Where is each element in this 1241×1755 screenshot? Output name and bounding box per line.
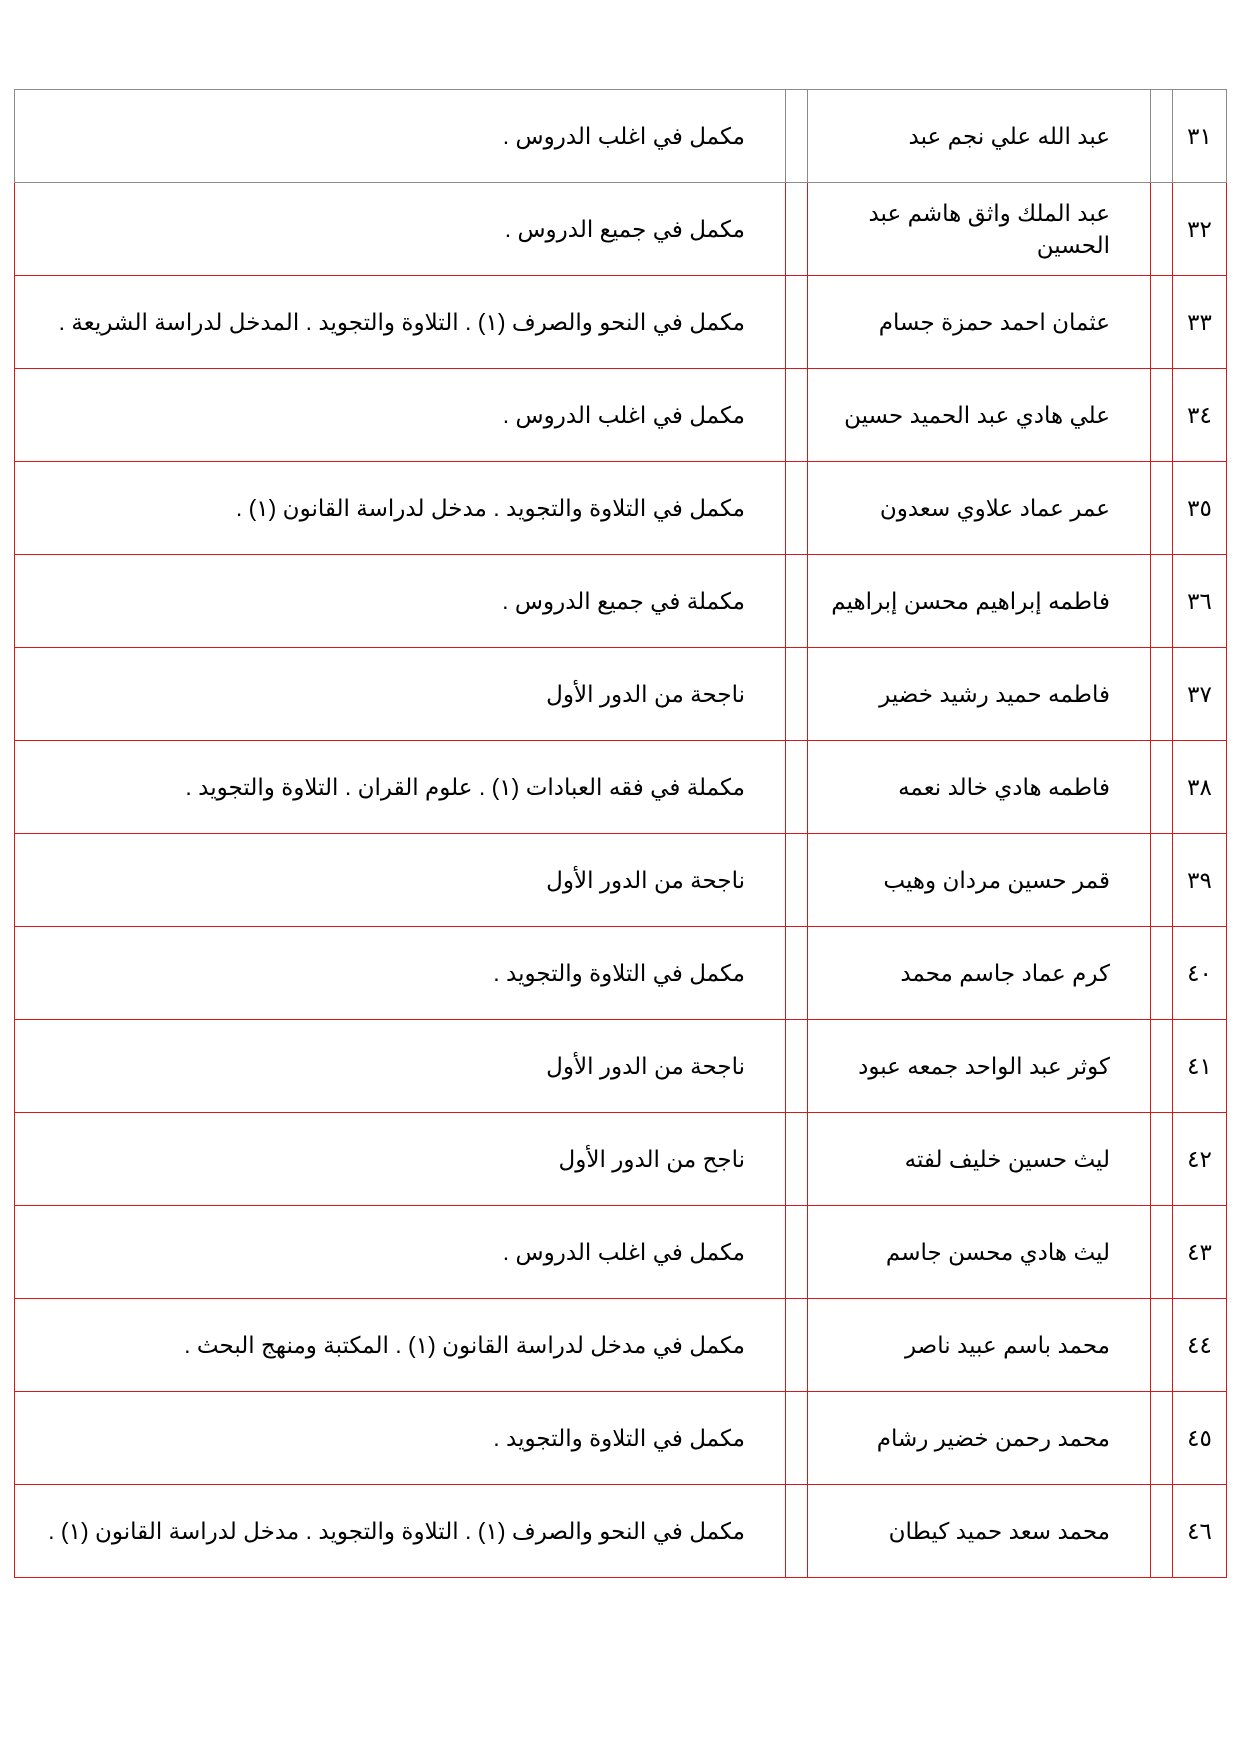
student-name <box>808 1299 1151 1392</box>
spacer-cell <box>786 276 808 369</box>
row-number: ٣٣ <box>1173 276 1227 369</box>
row-number: ٤١ <box>1173 1020 1227 1113</box>
spacer-cell <box>786 648 808 741</box>
student-name-text: محمد باسم عبيد ناصر <box>904 1332 1110 1358</box>
result-note-text: ناجح من الدور الأول <box>558 1146 745 1172</box>
result-note <box>15 834 786 927</box>
spacer-cell <box>1151 834 1173 927</box>
spacer-cell <box>1151 183 1173 276</box>
student-name-text: فاطمه هادي خالد نعمه <box>898 774 1110 800</box>
spacer-cell <box>786 1392 808 1485</box>
student-name-text: محمد رحمن خضير رشام <box>876 1425 1110 1451</box>
student-name-text: فاطمه إبراهيم محسن إبراهيم <box>831 588 1110 614</box>
row-number: ٣٧ <box>1173 648 1227 741</box>
row-number: ٤٠ <box>1173 927 1227 1020</box>
spacer-cell <box>786 555 808 648</box>
student-name <box>808 834 1151 927</box>
spacer-cell <box>1151 555 1173 648</box>
student-name <box>808 369 1151 462</box>
spacer-cell <box>786 90 808 183</box>
table-row <box>15 369 1227 462</box>
spacer-cell <box>786 1485 808 1578</box>
result-note-text: ناجحة من الدور الأول <box>546 867 745 893</box>
row-number: ٤٣ <box>1173 1206 1227 1299</box>
result-note <box>15 1485 786 1578</box>
table-row <box>15 741 1227 834</box>
result-note <box>15 1299 786 1392</box>
result-note <box>15 1206 786 1299</box>
spacer-cell <box>1151 1299 1173 1392</box>
result-note <box>15 1392 786 1485</box>
row-number: ٣٩ <box>1173 834 1227 927</box>
spacer-cell <box>1151 1392 1173 1485</box>
row-number: ٤٦ <box>1173 1485 1227 1578</box>
result-note-text: مكمل في التلاوة والتجويد . <box>493 960 745 986</box>
result-note <box>15 741 786 834</box>
spacer-cell <box>1151 1113 1173 1206</box>
row-number: ٣٢ <box>1173 183 1227 276</box>
student-name-text: عمر عماد علاوي سعدون <box>879 495 1110 521</box>
spacer-cell <box>1151 1485 1173 1578</box>
row-number: ٤٥ <box>1173 1392 1227 1485</box>
spacer-cell <box>1151 1020 1173 1113</box>
spacer-cell <box>786 741 808 834</box>
result-note-text: مكملة في جميع الدروس . <box>502 588 745 614</box>
result-note <box>15 1113 786 1206</box>
table-row <box>15 834 1227 927</box>
row-number: ٣٥ <box>1173 462 1227 555</box>
result-note-text: مكمل في اغلب الدروس . <box>502 402 745 428</box>
spacer-cell <box>786 1299 808 1392</box>
student-name <box>808 1113 1151 1206</box>
row-number: ٣٤ <box>1173 369 1227 462</box>
student-name-text: كرم عماد جاسم محمد <box>900 960 1110 986</box>
result-note-text: ناجحة من الدور الأول <box>546 1053 745 1079</box>
spacer-cell <box>1151 927 1173 1020</box>
student-name <box>808 555 1151 648</box>
spacer-cell <box>1151 90 1173 183</box>
row-number: ٣٨ <box>1173 741 1227 834</box>
row-number: ٣١ <box>1173 90 1227 183</box>
student-name <box>808 1020 1151 1113</box>
result-note-text: ناجحة من الدور الأول <box>546 681 745 707</box>
student-name <box>808 648 1151 741</box>
student-name <box>808 1206 1151 1299</box>
student-name-text: علي هادي عبد الحميد حسين <box>844 402 1110 428</box>
result-note-text: مكمل في اغلب الدروس . <box>502 123 745 149</box>
student-name <box>808 183 1151 276</box>
result-note-text: مكمل في النحو والصرف (١) . التلاوة والتجويد . المدخل لدراسة الشريعة . <box>58 309 745 335</box>
row-number: ٤٤ <box>1173 1299 1227 1392</box>
spacer-cell <box>786 927 808 1020</box>
student-name <box>808 462 1151 555</box>
spacer-cell <box>786 369 808 462</box>
student-name-text: كوثر عبد الواحد جمعه عبود <box>858 1053 1110 1079</box>
result-note <box>15 927 786 1020</box>
student-name <box>808 1485 1151 1578</box>
result-note <box>15 648 786 741</box>
result-note <box>15 555 786 648</box>
table-row <box>15 648 1227 741</box>
spacer-cell <box>1151 648 1173 741</box>
student-name <box>808 90 1151 183</box>
student-name-text: قمر حسين مردان وهيب <box>883 867 1110 893</box>
spacer-cell <box>1151 276 1173 369</box>
table-row <box>15 276 1227 369</box>
table-row <box>15 462 1227 555</box>
student-name-text: عثمان احمد حمزة جسام <box>878 309 1110 335</box>
spacer-cell <box>1151 1206 1173 1299</box>
spacer-cell <box>786 1113 808 1206</box>
row-number: ٤٢ <box>1173 1113 1227 1206</box>
result-note-text: مكملة في فقه العبادات (١) . علوم القران . التلاوة والتجويد . <box>185 774 745 800</box>
spacer-cell <box>1151 462 1173 555</box>
table-row <box>15 183 1227 276</box>
spacer-cell <box>786 834 808 927</box>
student-name <box>808 1392 1151 1485</box>
result-note-text: مكمل في التلاوة والتجويد . <box>493 1425 745 1451</box>
result-note <box>15 276 786 369</box>
table-row <box>15 555 1227 648</box>
spacer-cell <box>786 183 808 276</box>
table-row <box>15 1020 1227 1113</box>
table-row <box>15 1485 1227 1578</box>
spacer-cell <box>786 462 808 555</box>
results-table <box>14 89 1227 1578</box>
result-note-text: مكمل في النحو والصرف (١) . التلاوة والتجويد . مدخل لدراسة القانون (١) . <box>48 1518 745 1544</box>
row-number: ٣٦ <box>1173 555 1227 648</box>
result-note <box>15 1020 786 1113</box>
result-note <box>15 462 786 555</box>
result-note <box>15 90 786 183</box>
student-name-text: فاطمه حميد رشيد خضير <box>879 681 1110 707</box>
student-name <box>808 741 1151 834</box>
table-row <box>15 1206 1227 1299</box>
result-note-text: مكمل في التلاوة والتجويد . مدخل لدراسة القانون (١) . <box>235 495 745 521</box>
result-note-text: مكمل في مدخل لدراسة القانون (١) . المكتبة ومنهج البحث . <box>184 1332 745 1358</box>
student-name-text: محمد سعد حميد كيطان <box>888 1518 1110 1544</box>
spacer-cell <box>1151 369 1173 462</box>
table-row <box>15 1299 1227 1392</box>
student-name <box>808 276 1151 369</box>
table-row <box>15 1392 1227 1485</box>
result-note-text: مكمل في اغلب الدروس . <box>502 1239 745 1265</box>
result-note <box>15 183 786 276</box>
student-name-text: ليث هادي محسن جاسم <box>885 1239 1110 1265</box>
result-note <box>15 369 786 462</box>
student-name-text: عبد الملك واثق هاشم عبد الحسين <box>868 200 1110 258</box>
student-name-text: ليث حسين خليف لفته <box>904 1146 1110 1172</box>
spacer-cell <box>786 1206 808 1299</box>
table-row <box>15 1113 1227 1206</box>
table-row <box>15 90 1227 183</box>
student-name-text: عبد الله علي نجم عبد <box>908 123 1110 149</box>
table-row <box>15 927 1227 1020</box>
spacer-cell <box>1151 741 1173 834</box>
spacer-cell <box>786 1020 808 1113</box>
result-note-text: مكمل في جميع الدروس . <box>504 216 745 242</box>
student-name <box>808 927 1151 1020</box>
